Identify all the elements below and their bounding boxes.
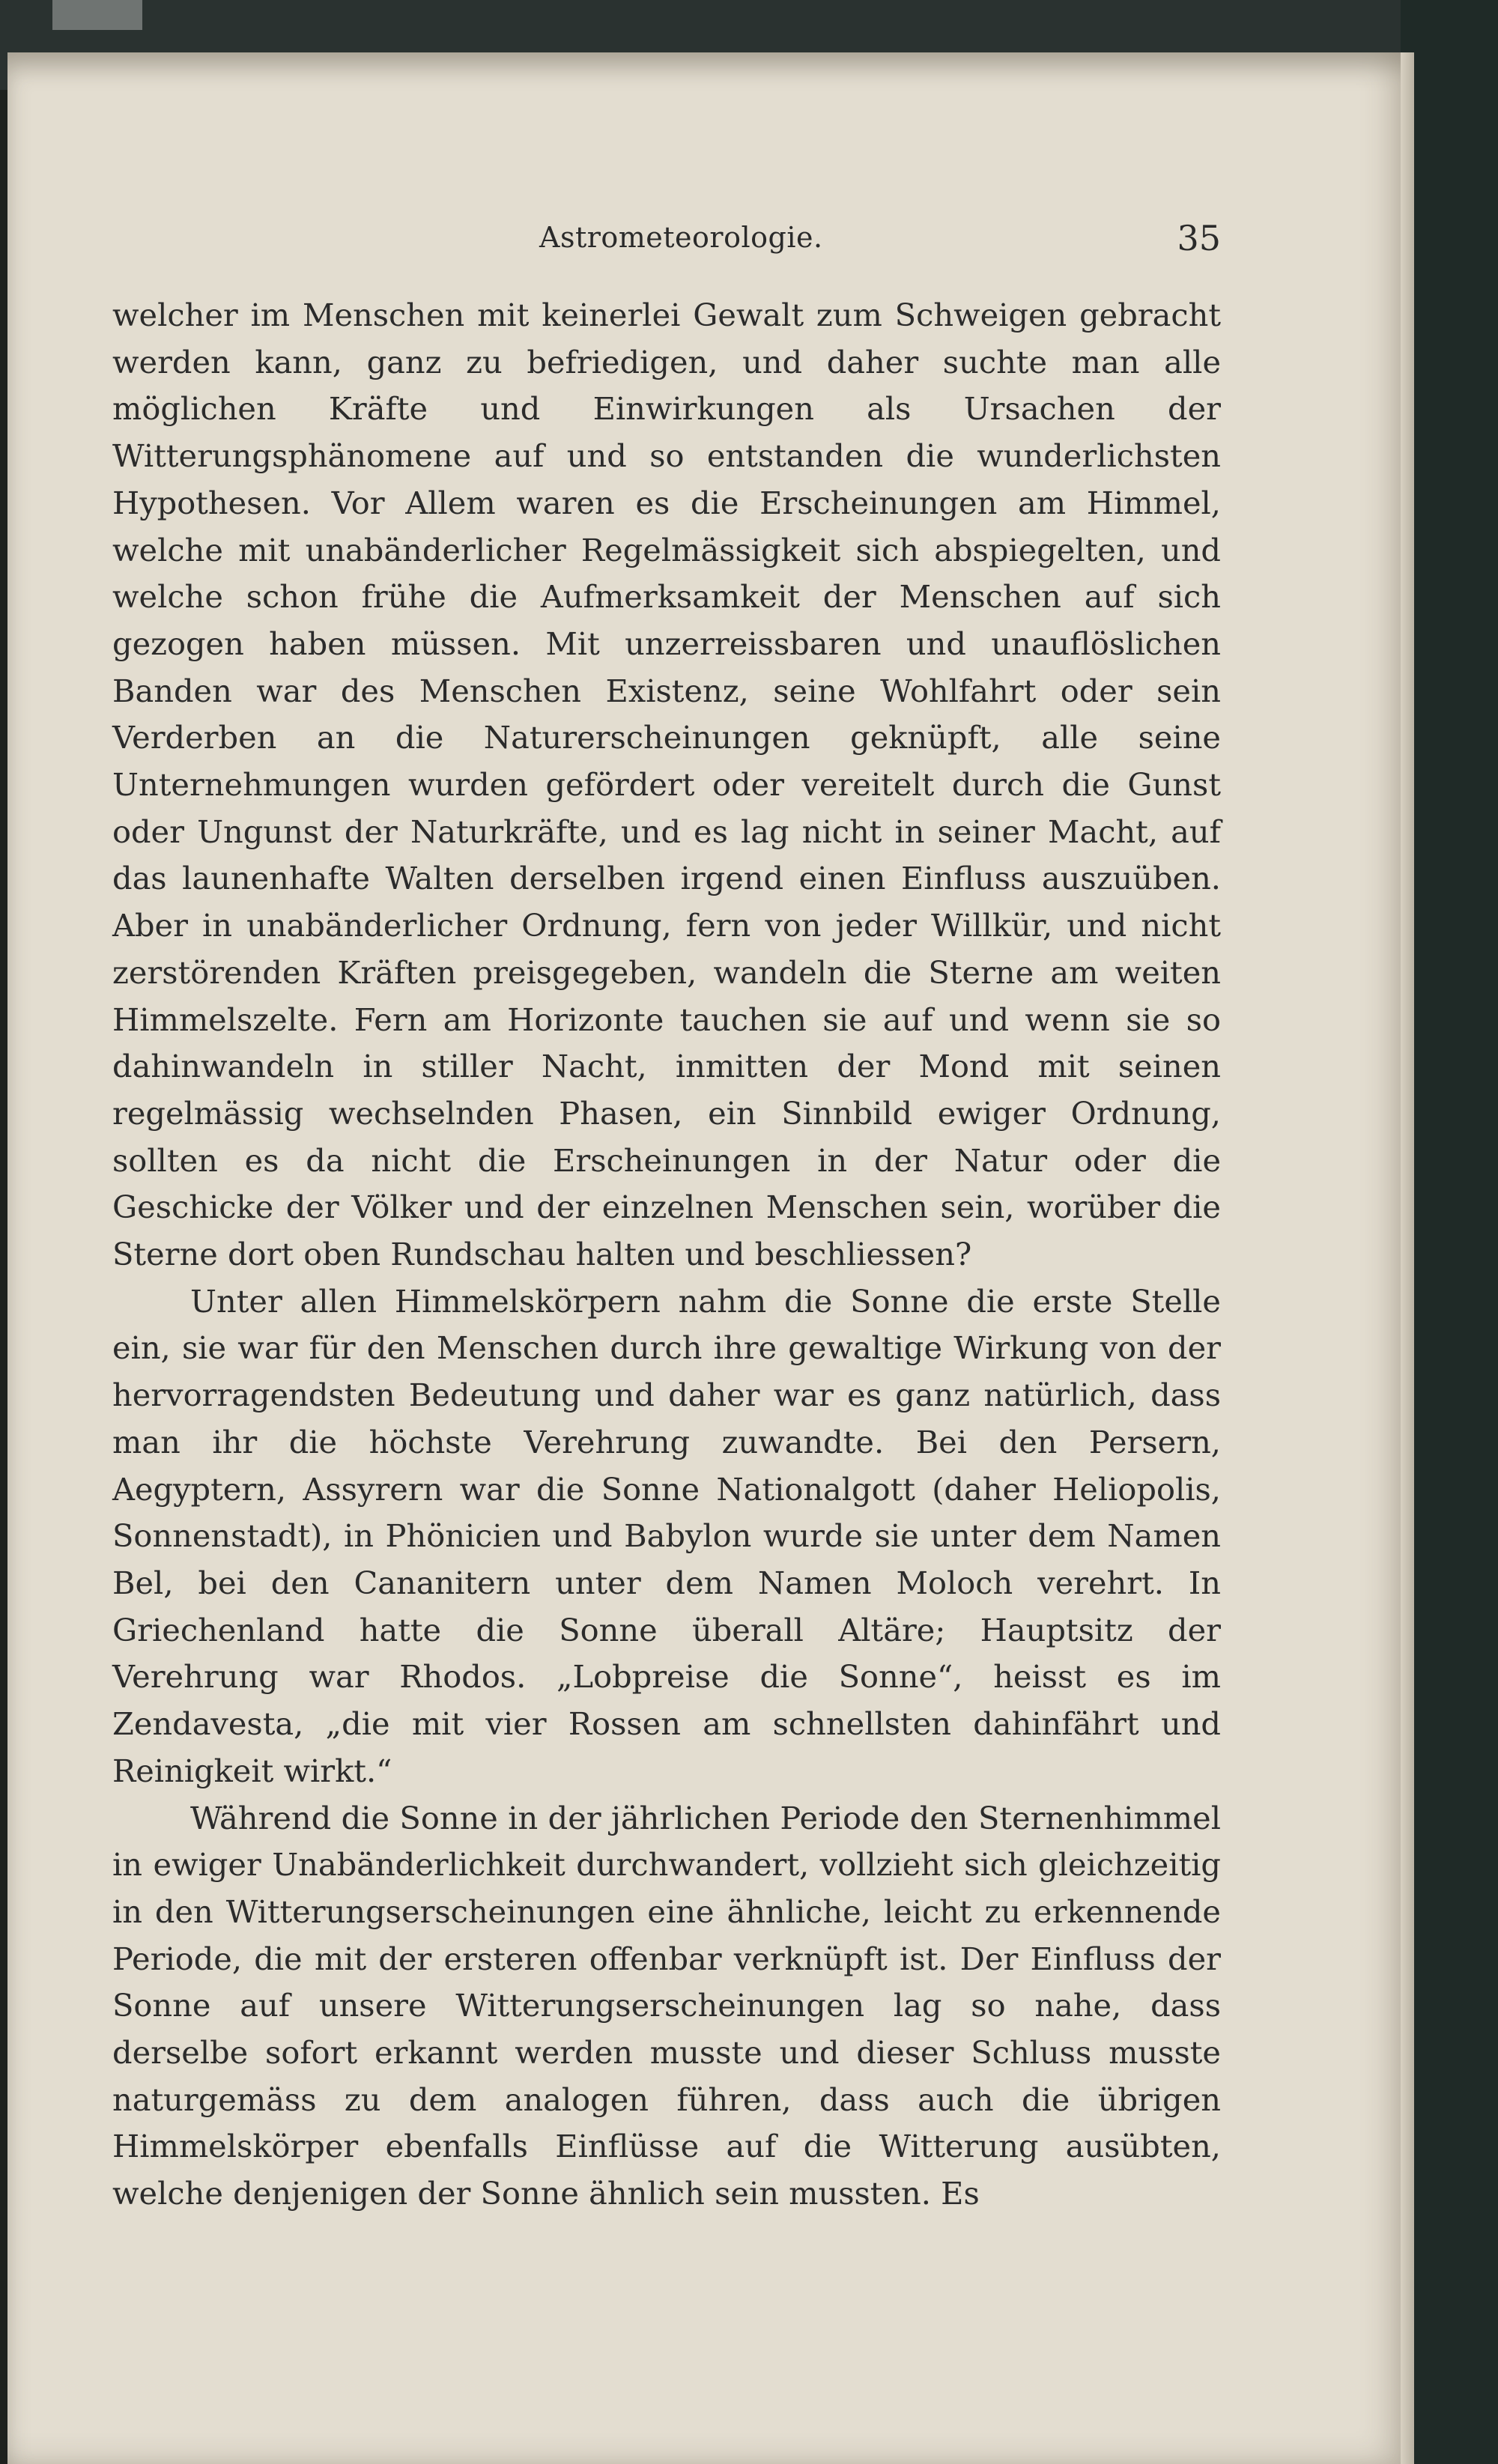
paragraph: welcher im Menschen mit keinerlei Gewalt zum Schweigen gebracht werden kann, ganz zu befriedigen, und daher suchte man alle möglichen Kräfte und Einwirkungen als Ursachen der Witterungsphänomene auf und so entstanden die wunderlichsten Hypothesen. Vor Allem waren es die Erscheinungen am Himmel, welche mit unabänderlicher Regelmässigkeit sich abspiegelten, und welche schon frühe die Aufmerksamkeit der Menschen auf sich gezogen haben müssen. Mit unzerreissbaren und unauflöslichen Banden war des Menschen Existenz, seine Wohlfahrt oder sein Verderben an die Naturerscheinungen geknüpft, alle seine Unternehmungen wurden gefördert oder vereitelt durch die Gunst oder Ungunst der Naturkräfte, und es lag nicht in seiner Macht, auf das launenhafte Walten derselben irgend einen Einfluss auszuüben. Aber in unabänderlicher Ordnung, fern von jeder Willkür, und nicht zerstörenden Kräften preisgegeben, wandeln die Sterne am weiten Himmelszelte. Fern am Horizonte tauchen sie auf und wenn sie so dahinwandeln in stiller Nacht, inmitten der Mond mit seinen regelmässig wechselnden Phasen, ein Sinnbild ewiger Ordnung, sollten es da nicht die Erscheinungen in der Natur oder die Geschicke der Völker und der einzelnen Menschen sein, worüber die Sterne dort oben Rundschau halten und beschliessen? bbox=[112, 297, 1221, 1273]
paragraph: Unter allen Himmelskörpern nahm die Sonne die erste Stelle ein, sie war für den Menschen durch ihre gewaltige Wirkung von der hervorragendsten Bedeutung und daher war es ganz natürlich, dass man ihr die höchste Verehrung zuwandte. Bei den Persern, Aegyptern, Assyrern war die Sonne Nationalgott (daher Heliopolis, Sonnenstadt), in Phönicien und Babylon wurde sie unter dem Namen Bel, bei den Cananitern unter dem Namen Moloch verehrt. In Griechenland hatte die Sonne überall Altäre; Hauptsitz der Verehrung war Rhodos. „Lobpreise die Sonne“, heisst es im Zendavesta, „die mit vier Rossen am schnellsten dahinfährt und Reinigkeit wirkt.“ bbox=[112, 1282, 1221, 1789]
page-number: 35 bbox=[1177, 218, 1221, 258]
book-cover-edge-right bbox=[1401, 0, 1498, 2464]
cover-tab bbox=[52, 0, 142, 30]
paragraph: Während die Sonne in der jährlichen Periode den Sternenhimmel in ewiger Unabänderlichkeit durchwandert, vollzieht sich gleichzeitig in den Witterungserscheinungen eine ähnliche, leicht zu erkennende Periode, die mit der ersteren offenbar verknüpft ist. Der Einfluss der Sonne auf unsere Witterungserscheinungen lag so nahe, dass derselbe sofort erkannt werden musste und dieser Schluss musste naturgemäss zu dem analogen führen, dass auch die übrigen Himmelskörper ebenfalls Einflüsse auf die Witterung ausübten, welche denjenigen der Sonne ähnlich sein mussten. Es bbox=[112, 1799, 1221, 2212]
running-title: Astrometeorologie. bbox=[539, 221, 823, 254]
running-header bbox=[112, 218, 1221, 266]
body-text bbox=[112, 292, 1221, 2218]
page-gutter-shadow bbox=[1401, 52, 1414, 2464]
